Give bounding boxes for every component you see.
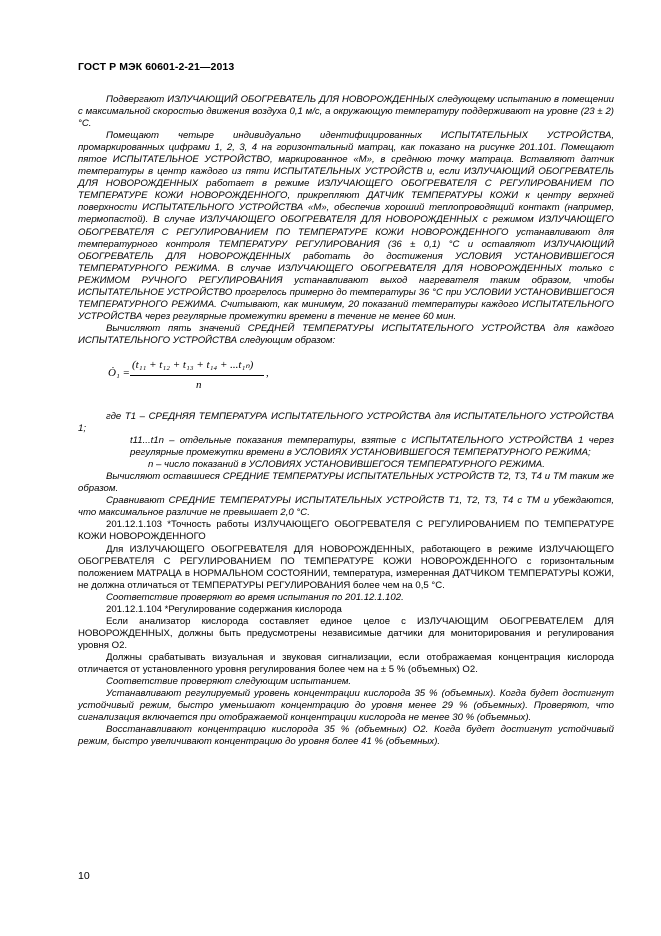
document-body (78, 94, 614, 748)
paragraph-test-conditions: Подвергают ИЗЛУЧАЮЩИЙ ОБОГРЕВАТЕЛЬ ДЛЯ НОВОРОЖДЕННЫХ следующему испытанию в помещении с максимальной скоростью движения воздуха 0,1 м/с, а окружающую температуру поддерживают на уровне (23 ± 2) °С. (78, 94, 614, 130)
section-heading-201-12-1-103: 201.12.1.103 *Точность работы ИЗЛУЧАЮЩЕГО ОБОГРЕВАТЕЛЯ С РЕГУЛИРОВАНИЕМ ПО ТЕМПЕРАТУРЕ КОЖИ НОВОРОЖДЕННОГО (78, 519, 614, 543)
average-temperature-formula (78, 351, 614, 407)
paragraph-oxygen-analyzer: Если анализатор кислорода составляет единое целое с ИЗЛУЧАЮЩИМ ОБОГРЕВАТЕЛЕМ ДЛЯ НОВОРОЖДЕННЫХ, должны быть предусмотрены независимые датчики для мониторирования и регулирования уровня O2. (78, 615, 614, 651)
paragraph-oxygen-decrease: Устанавливают регулируемый уровень концентрации кислорода 35 % (объемных). Когда будет достигнут устойчивый режим, быстро уменьшают концентрацию до уровня менее 29 % (объемных). Проверяют, что сигнализация включается при отображаемой концентрации кислорода не менее 30 % (объемных). (78, 688, 614, 724)
paragraph-average-calc: Вычисляют пять значений СРЕДНЕЙ ТЕМПЕРАТУРЫ ИСПЫТАТЕЛЬНОГО УСТРОЙСТВА для каждого ИСПЫТАТЕЛЬНОГО УСТРОЙСТВА следующим образом: (78, 322, 614, 346)
fraction-bar (130, 375, 264, 376)
formula-lhs: Ȯ₁ = (108, 366, 130, 379)
formula-numerator: (t₁₁ + t₁₂ + t₁₃ + t₁₄ + ...t₁ₙ) (132, 358, 254, 371)
page-number: 10 (78, 870, 90, 882)
paragraph-remaining-averages: Вычисляют оставшиеся СРЕДНИЕ ТЕМПЕРАТУРЫ ИСПЫТАТЕЛЬНЫХ УСТРОЙСТВ T2, T3, T4 и TM таким же образом. (78, 471, 614, 495)
formula-denominator: n (196, 378, 202, 391)
definition-n: n – число показаний в УСЛОВИЯХ УСТАНОВИВШЕГОСЯ ТЕМПЕРАТУРНОГО РЕЖИМА. (148, 459, 545, 471)
formula-end: , (266, 366, 269, 379)
definition-t11-t1n: t11...t1n – отдельные показания температуры, взятые с ИСПЫТАТЕЛЬНОГО УСТРОЙСТВА 1 через регулярные промежутки времени в УСЛОВИЯХ УСТАНОВИВШЕГОСЯ ТЕМПЕРАТУРНОГО РЕЖИМА; (130, 435, 614, 459)
paragraph-test-devices: Помещают четыре индивидуально идентифицированных ИСПЫТАТЕЛЬНЫХ УСТРОЙСТВА, промаркированных цифрами 1, 2, 3, 4 на горизонтальный матрац, как показано на рисунке 201.101. Помещают пятое ИСПЫТАТЕЛЬНОЕ УСТРОЙСТВО, маркированное «М», в среднюю точку матраца. Вставляют датчик температуры в центр каждого из пяти ИСПЫТАТЕЛЬНЫХ УСТРОЙСТВ и, если ИЗЛУЧАЮЩИЙ ОБОГРЕВАТЕЛЬ ДЛЯ НОВОРОЖДЕННЫХ работает в режиме ИЗЛУЧАЮЩЕГО ОБОГРЕВАТЕЛЯ С РЕГУЛИРОВАНИЕМ ПО ТЕМПЕРАТУРЕ КОЖИ НОВОРОЖДЕННОГО, прикрепляют ДАТЧИК ТЕМПЕРАТУРЫ КОЖИ к центру верхней поверхности ИСПЫТАТЕЛЬНОГО УСТРОЙСТВА «М», обеспечив хороший теплопроводящий контакт (например, термопастой). В случае ИЗЛУЧАЮЩЕГО ОБОГРЕВАТЕЛЯ ДЛЯ НОВОРОЖДЕННЫХ с режимом ИЗЛУЧАЮЩЕГО ОБОГРЕВАТЕЛЯ С РЕГУЛИРОВАНИЕМ ПО ТЕМПЕРАТУРЕ КОЖИ НОВОРОЖДЕННОГО устанавливают для температурного контроля ТЕМПЕРАТУРУ РЕГУЛИРОВАНИЯ (36 ± 0,1) °С и оставляют ИЗЛУЧАЮЩИЙ ОБОГРЕВАТЕЛЬ ДЛЯ НОВОРОЖДЕННЫХ работать до достижения УСЛОВИЯ УСТАНОВИВШЕГОСЯ ТЕМПЕРАТУРНОГО РЕЖИМА. В случае ИЗЛУЧАЮЩЕГО ОБОГРЕВАТЕЛЯ ДЛЯ НОВОРОЖДЕННЫХ только с РЕЖИМОМ РУЧНОГО РЕГУЛИРОВАНИЯ устанавливают выход нагревателя таким образом, чтобы ИСПЫТАТЕЛЬНОЕ УСТРОЙСТВО прогрелось примерно до температуры 36 °С при УСЛОВИИ УСТАНОВИВШЕГОСЯ ТЕМПЕРАТУРНОГО РЕЖИМА. Считывают, как минимум, 20 показаний температуры каждого ИСПЫТАТЕЛЬНОГО УСТРОЙСТВА через регулярные промежутки времени в течение не менее 60 мин. (78, 130, 614, 322)
paragraph-oxygen-increase: Восстанавливают концентрацию кислорода 35 % (объемных) O2. Когда будет достигнут устойчивый режим, быстро увеличивают концентрацию до уровня более 41 % (объемных). (78, 724, 614, 748)
paragraph-skin-sensor-accuracy: Для ИЗЛУЧАЮЩЕГО ОБОГРЕВАТЕЛЯ ДЛЯ НОВОРОЖДЕННЫХ, работающего в режиме ИЗЛУЧАЮЩЕГО ОБОГРЕВАТЕЛЯ С РЕГУЛИРОВАНИЕМ ПО ТЕМПЕРАТУРЕ КОЖИ НОВОРОЖДЕННОГО с горизонтальным положением МАТРАЦА в НОРМАЛЬНОМ СОСТОЯНИИ, температура, измеренная ДАТЧИКОМ ТЕМПЕРАТУРЫ КОЖИ, не должна отличаться от ТЕМПЕРАТУРЫ РЕГУЛИРОВАНИЯ более чем на 0,5 °С. (78, 543, 614, 591)
standard-header: ГОСТ Р МЭК 60601-2-21—2013 (78, 61, 235, 73)
paragraph-compare: Сравнивают СРЕДНИЕ ТЕМПЕРАТУРЫ ИСПЫТАТЕЛЬНЫХ УСТРОЙСТВ T1, T2, T3, T4 с TM и убеждаются, что максимальное различие не превышает 2,0 °С. (78, 495, 614, 519)
definition-T1: где T1 – СРЕДНЯЯ ТЕМПЕРАТУРА ИСПЫТАТЕЛЬНОГО УСТРОЙСТВА для ИСПЫТАТЕЛЬНОГО УСТРОЙСТВА 1; (78, 410, 614, 435)
section-heading-201-12-1-104: 201.12.1.104 *Регулирование содержания кислорода (106, 603, 342, 615)
paragraph-oxygen-alarm: Должны срабатывать визуальная и звуковая сигнализации, если отображаемая концентрация кислорода отличается от установленного уровня регулирования более чем на ± 5 % (объемных) O2. (78, 651, 614, 675)
paragraph-compliance-102: Соответствие проверяют во время испытания по 201.12.1.102. (106, 591, 404, 603)
paragraph-compliance-test: Соответствие проверяют следующим испытанием. (106, 676, 352, 688)
formula-definitions (78, 411, 614, 471)
